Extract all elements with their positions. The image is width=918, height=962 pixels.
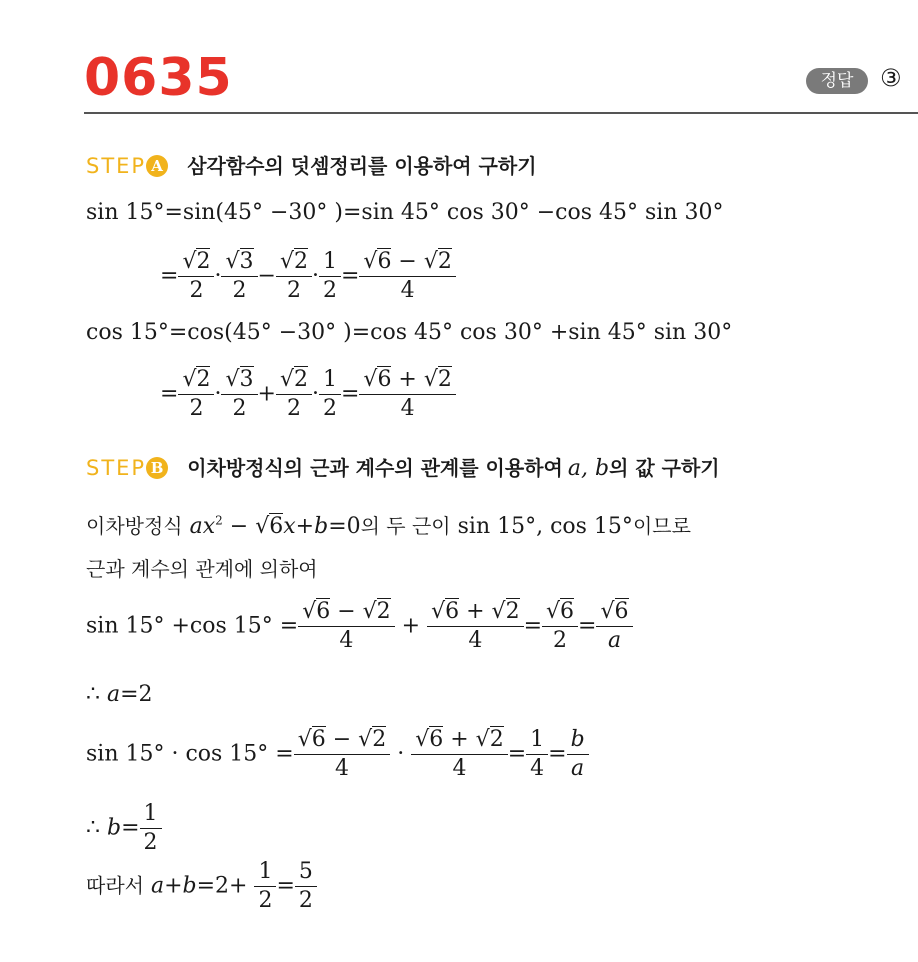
header-rule [84,112,918,114]
problem-number: 0635 [84,48,233,108]
answer-value: ③ [880,64,902,92]
step-a-circle: A [146,155,168,177]
eq-product: sin 15° · cos 15° = $\frac{√6 - √2}{4}$ · $\frac{√6 + √2}{4}$ = $\frac{1}{4}$ = $\frac{b}{a}$ [86,726,589,783]
step-label: STEP [86,154,147,178]
step-a-header [86,150,537,179]
step-b-title-end: 의 값 구하기 [609,456,720,480]
eq-sin15-value: = $\frac{√2}{2}$ · $\frac{√3}{2}$ − $\frac{√2}{2}$ · $\frac{1}{2}$ = $\frac{√6 - √2}{4}$ [160,248,456,305]
eq-sum: sin 15° +cos 15° = $\frac{√6 - √2}{4}$ + $\frac{√6 + √2}{4}$ = $\frac{√6}{2}$ = $\frac{√6}{a}$ [86,598,633,655]
eq-sin15: sin 15°=sin(45° −30° )=sin 45° cos 30° −cos 45° sin 30° [86,200,724,225]
eq-cos15: cos 15°=cos(45° −30° )=cos 45° cos 30° +sin 45° sin 30° [86,320,733,345]
intro-ko: 이차방정식 [86,514,183,538]
intro-end: 이므로 [632,514,691,538]
final-ko: 따라서 [86,873,144,898]
eq-quadratic: 이차방정식 $ax^2 - √6x+b=0$의 두 근이 sin 15°, cos 15°이므로 [86,513,691,539]
eq-cos15-value: = $\frac{√2}{2}$ · $\frac{√3}{2}$ + $\frac{√2}{2}$ · $\frac{1}{2}$ = $\frac{√6 + √2}{4}$ [160,366,456,423]
line-vieta: 근과 계수의 관계에 의하여 [86,557,318,581]
eq-final: 따라서 a+b=2+ $\frac{1}{2}$ = $\frac{5}{2}$ [86,858,317,915]
eq-b-result: ∴ b= $\frac{1}{2}$ [86,800,162,857]
step-b-header [86,452,720,481]
eq-a-result: ∴ a=2 [86,682,153,707]
step-b-circle: B [146,457,168,479]
step-b-vars: a, b [567,456,610,481]
step-a-title: 삼각함수의 덧셈정리를 이용하여 구하기 [187,154,537,178]
answer-badge: 정답 [806,68,868,94]
step-label: STEP [86,456,147,480]
step-b-title: 이차방정식의 근과 계수의 관계를 이용하여 [187,456,563,480]
intro-mid: 의 두 근이 [360,514,451,538]
